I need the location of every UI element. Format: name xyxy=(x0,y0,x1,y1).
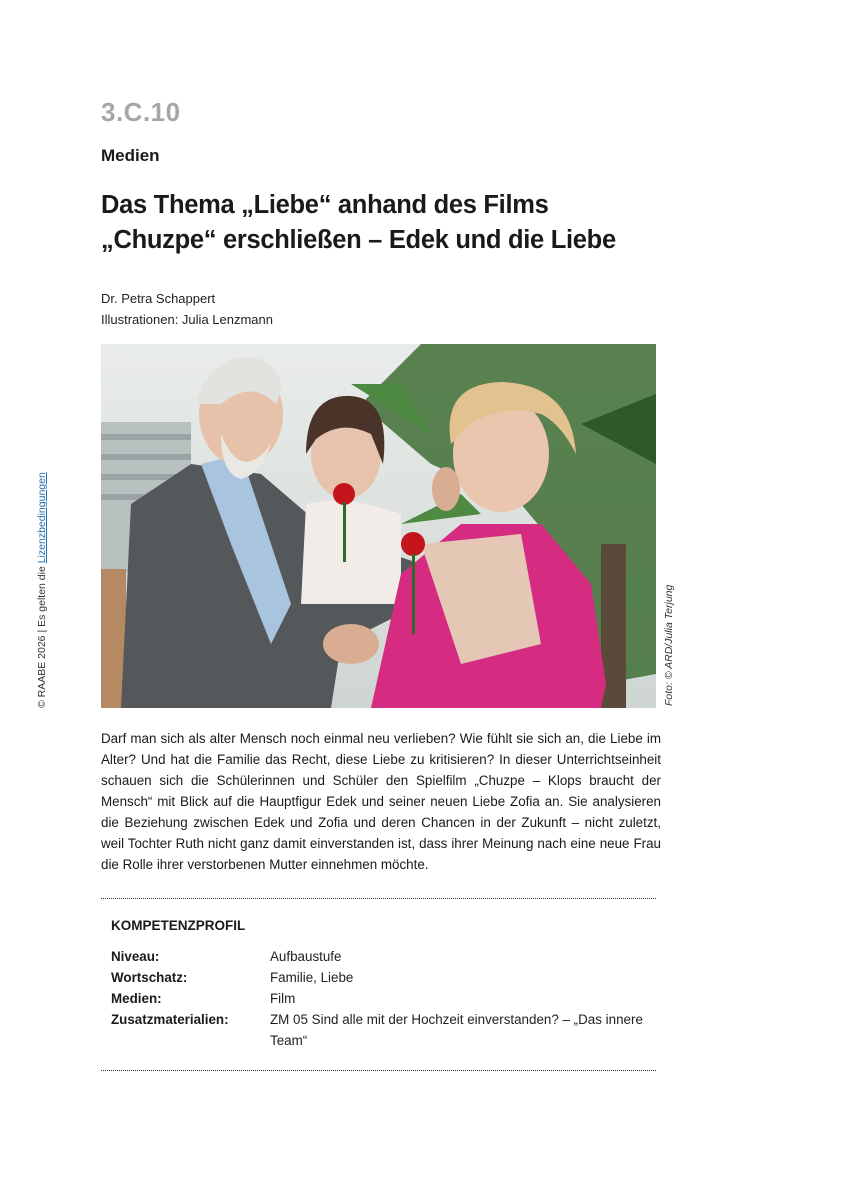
license-text: © RAABE 2026 | Es gelten die xyxy=(36,563,48,708)
photo-credit: Foto: © ARD/Julia Terjung xyxy=(663,584,675,706)
kompetenzprofil-table xyxy=(111,946,656,1051)
kp-value: Familie, Liebe xyxy=(270,970,354,985)
section-label: Medien xyxy=(101,146,160,165)
license-note xyxy=(36,472,48,708)
kompetenzprofil-heading: KOMPETENZPROFIL xyxy=(111,918,246,933)
kp-value: Aufbaustufe xyxy=(270,949,342,964)
photo-illustration xyxy=(101,344,656,708)
kp-label: Niveau: xyxy=(111,949,160,964)
kp-label: Wortschatz: xyxy=(111,970,188,985)
kp-value: Film xyxy=(270,991,296,1006)
kp-row-wortschatz xyxy=(111,967,656,988)
intro-paragraph: Darf man sich als alter Mensch noch einmal neu verlieben? Wie fühlt sie sich an, die Liebe im Alter? Und hat die Familie das Recht, diese Liebe zu kritisieren? In dieser Unterrichtseinheit schauen sich die Schülerinnen und Schüler den Spielfilm „Chuzpe – Klops braucht der Mensch“ mit Blick auf die Hauptfigur Edek und seiner neuen Liebe Zofia an. Sie analysieren die Beziehung zwischen Edek und Zofia und deren Chancen in der Zukunft – nicht zuletzt, weil Tochter Ruth nicht ganz damit einverstanden ist, dass ihrer Meinung nach eine neue Frau die Rolle ihrer verstorbenen Mutter einnehmen möchte. xyxy=(101,731,661,872)
page-title xyxy=(101,188,661,258)
title-line-1: Das Thema „Liebe“ anhand des Films xyxy=(101,191,549,219)
title-line-2: „Chuzpe“ erschließen – Edek und die Liebe xyxy=(101,226,616,254)
kp-row-niveau xyxy=(111,946,656,967)
kp-label: Zusatzmaterialien: xyxy=(111,1012,229,1027)
divider-bottom xyxy=(101,1070,656,1071)
illustrator-credit: Illustrationen: Julia Lenzmann xyxy=(101,312,273,327)
kp-row-medien xyxy=(111,988,656,1009)
license-link[interactable]: Lizenzbedingungen xyxy=(36,472,48,564)
kp-value: ZM 05 Sind alle mit der Hochzeit einverstanden? – „Das innere Team“ xyxy=(270,1012,643,1048)
kp-row-zusatzmaterialien xyxy=(111,1009,656,1051)
kp-label: Medien: xyxy=(111,991,162,1006)
author-block xyxy=(101,288,273,330)
film-still-photo xyxy=(101,344,656,708)
author-name: Dr. Petra Schappert xyxy=(101,291,216,306)
unit-code: 3.C.10 xyxy=(101,97,181,127)
divider-top xyxy=(101,898,656,899)
